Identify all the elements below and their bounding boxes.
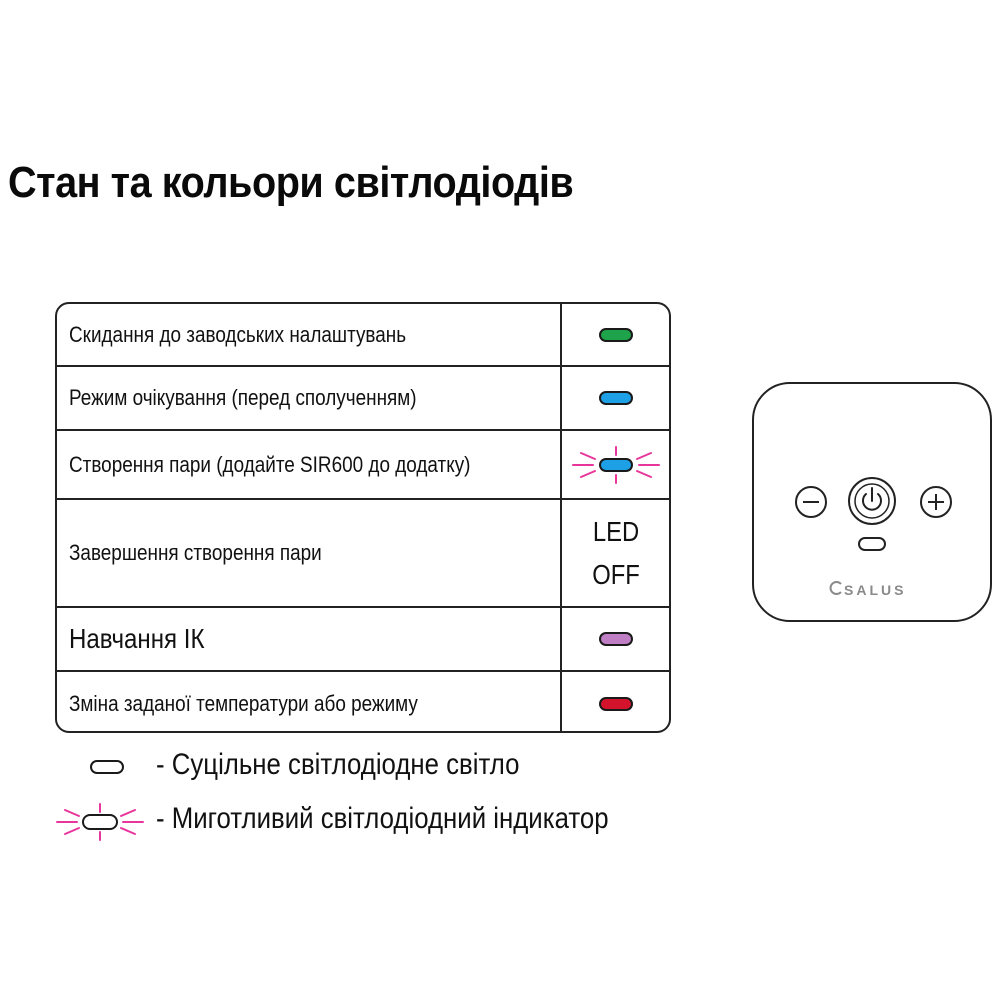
brand-logo: SALUS <box>844 582 907 598</box>
row-label: Навчання ІК <box>69 623 205 654</box>
row-label: Створення пари (додайте SIR600 до додатку) <box>69 451 471 477</box>
table-row <box>57 670 669 733</box>
solid-led-icon <box>90 760 124 774</box>
table-row <box>57 606 669 670</box>
led-green-solid <box>599 328 633 342</box>
row-label: Скидання до заводських налаштувань <box>69 321 407 347</box>
row-label: Завершення створення пари <box>69 540 322 565</box>
table-row <box>57 304 669 365</box>
table-row <box>57 429 669 498</box>
led-status-table <box>55 302 671 733</box>
table-row <box>57 365 669 429</box>
led-blue-blinking <box>571 445 661 485</box>
row-label: Зміна заданої температури або режиму <box>69 690 418 716</box>
led-red-solid <box>599 697 633 711</box>
legend-solid-text: - Суцільне світлодіодне світло <box>156 748 520 781</box>
device-illustration <box>752 382 992 622</box>
led-off-text: LED OFF <box>591 515 640 590</box>
legend-blinking-text: - Миготливий світлодіодний індикатор <box>156 802 609 835</box>
device-led-indicator <box>859 538 885 550</box>
indicator-cell <box>560 431 669 498</box>
page-title: Стан та кольори світлодіодів <box>8 158 574 207</box>
indicator-cell <box>560 672 669 733</box>
indicator-cell <box>560 500 669 606</box>
blinking-led-icon <box>55 802 145 842</box>
indicator-cell <box>560 367 669 429</box>
led-purple-solid <box>599 632 633 646</box>
table-row <box>57 498 669 606</box>
row-label: Режим очікування (перед сполученням) <box>69 385 417 410</box>
led-blue <box>599 458 633 472</box>
indicator-cell <box>560 608 669 670</box>
led-blue-solid <box>599 391 633 405</box>
blink-rays-icon <box>55 802 145 842</box>
indicator-cell <box>560 304 669 365</box>
